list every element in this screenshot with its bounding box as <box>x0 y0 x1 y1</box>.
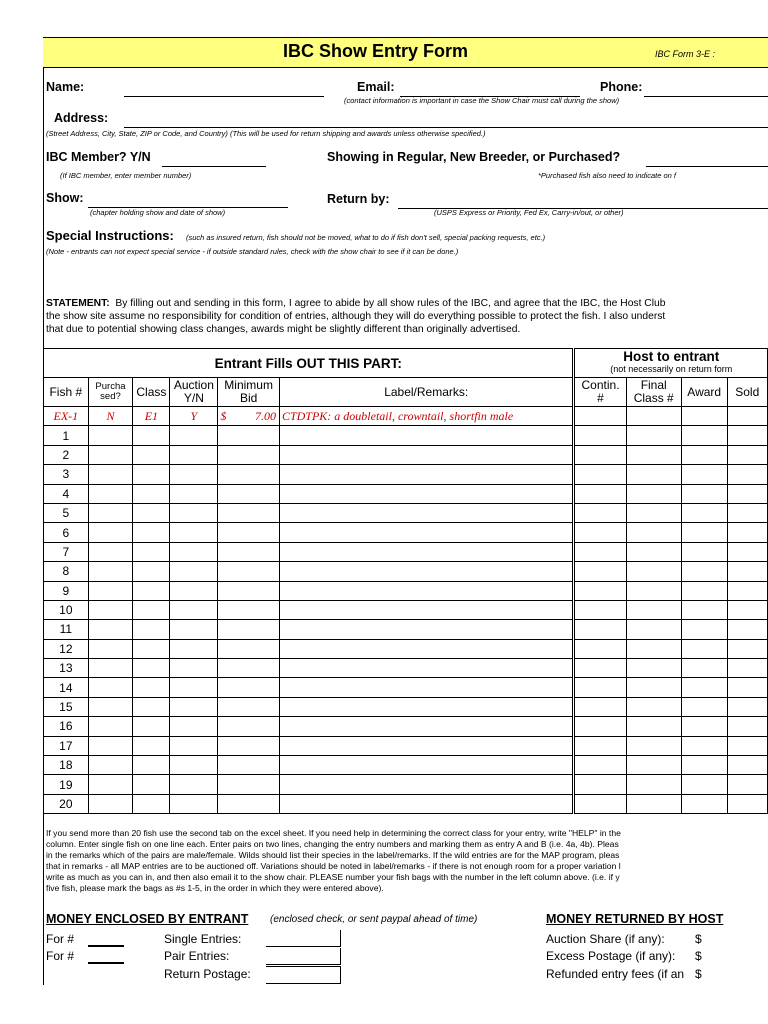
table-cell[interactable] <box>279 542 574 561</box>
table-cell[interactable] <box>133 717 170 736</box>
table-cell[interactable] <box>133 426 170 445</box>
for-field-1[interactable] <box>88 945 124 947</box>
table-cell[interactable] <box>626 484 681 503</box>
table-cell[interactable] <box>626 581 681 600</box>
table-cell[interactable] <box>727 581 767 600</box>
row-number: 10 <box>44 600 89 619</box>
table-cell[interactable] <box>574 465 626 484</box>
table-cell[interactable] <box>88 581 133 600</box>
table-cell[interactable] <box>626 562 681 581</box>
table-cell[interactable] <box>88 717 133 736</box>
table-cell[interactable] <box>626 426 681 445</box>
statement <box>46 297 768 336</box>
table-row <box>44 756 768 775</box>
table-cell[interactable] <box>727 465 767 484</box>
table-row <box>44 659 768 678</box>
email-label: Email: <box>357 80 395 94</box>
table-cell[interactable] <box>574 620 626 639</box>
row-number: 15 <box>44 697 89 716</box>
table-cell[interactable] <box>681 542 727 561</box>
table-cell[interactable] <box>218 542 280 561</box>
table-cell[interactable] <box>727 717 767 736</box>
table-cell[interactable] <box>88 678 133 697</box>
table-cell[interactable] <box>279 620 574 639</box>
purchased-note: *Purchased fish also need to indicate on f <box>538 171 677 180</box>
table-cell[interactable] <box>218 445 280 464</box>
table-cell[interactable] <box>218 503 280 522</box>
table-cell[interactable] <box>133 465 170 484</box>
col-class: Class <box>133 378 170 407</box>
table-cell[interactable] <box>574 697 626 716</box>
row-number: 19 <box>44 775 89 794</box>
host-header: Host to entrant <box>623 349 720 364</box>
table-cell[interactable] <box>133 620 170 639</box>
table-cell[interactable] <box>279 445 574 464</box>
table-cell[interactable] <box>133 639 170 658</box>
table-cell[interactable] <box>133 678 170 697</box>
table-cell[interactable] <box>727 678 767 697</box>
table-cell[interactable] <box>727 426 767 445</box>
table-cell[interactable] <box>88 775 133 794</box>
table-cell[interactable] <box>279 600 574 619</box>
row-number: 18 <box>44 756 89 775</box>
table-cell[interactable] <box>681 736 727 755</box>
single-entries-label: Single Entries: <box>164 932 242 946</box>
table-cell[interactable] <box>170 465 218 484</box>
table-cell[interactable] <box>574 581 626 600</box>
instructions-line: in the remarks which of the pairs are male/female. Wilds should list their species in the label/remarks. If the wild entries are for the MAP program, pleas <box>46 850 620 861</box>
table-cell[interactable] <box>574 717 626 736</box>
row-number: 3 <box>44 465 89 484</box>
dollar-sign: $ <box>695 949 702 963</box>
instructions-line: column. Enter single fish on one line each. Enter pairs on two lines, changing the entry numbers and marking them as entry A and B (i.e. 4a, 4b). Pleas <box>46 839 619 850</box>
return-postage-label: Return Postage: <box>164 967 251 981</box>
table-cell[interactable] <box>681 775 727 794</box>
table-cell[interactable] <box>727 697 767 716</box>
excess-postage-label: Excess Postage (if any): <box>546 949 676 963</box>
instructions-line: that in remarks - all MAP entries are to be auctioned off. Variations should be noted in label/remarks - if there is not enough room for a proper variation l <box>46 861 621 872</box>
statement-line-2: the show site assume no responsibility for condition of entries, although they will do everything possible to protect the fish. I also underst <box>46 311 666 322</box>
table-cell[interactable] <box>218 426 280 445</box>
table-cell[interactable] <box>218 697 280 716</box>
table-cell[interactable] <box>88 562 133 581</box>
table-row <box>44 465 768 484</box>
table-cell[interactable] <box>574 775 626 794</box>
table-row <box>44 697 768 716</box>
table-cell[interactable] <box>133 600 170 619</box>
table-cell[interactable] <box>626 775 681 794</box>
row-number: 1 <box>44 426 89 445</box>
showing-label: Showing in Regular, New Breeder, or Purchased? <box>327 150 621 164</box>
table-cell[interactable] <box>88 736 133 755</box>
table-cell[interactable] <box>727 484 767 503</box>
special-note: (such as insured return, fish should not be moved, what to do if fish don't sell, special packing requests, etc.) <box>186 233 546 242</box>
table-cell[interactable] <box>170 620 218 639</box>
phone-label: Phone: <box>600 80 643 94</box>
table-cell[interactable] <box>279 639 574 658</box>
table-row <box>44 794 768 813</box>
instructions-line: write as much as you can in, and then also email it to the show chair. PLEASE number your fish bags with the number in the left column above. (i.e. if y <box>46 872 620 883</box>
table-cell[interactable] <box>727 542 767 561</box>
pair-entries-label: Pair Entries: <box>164 949 230 963</box>
statement-label: STATEMENT: <box>46 298 110 309</box>
name-field[interactable] <box>124 96 324 97</box>
table-cell[interactable] <box>218 775 280 794</box>
table-cell[interactable] <box>681 600 727 619</box>
col-purchased: Purcha sed? <box>88 378 133 407</box>
special-note-2: (Note - entrants can not expect special service - if outside standard rules, check with the show chair to see if it can be done.) <box>46 247 459 256</box>
return-by-label: Return by: <box>327 192 390 206</box>
example-auction: Y <box>170 407 218 426</box>
table-cell[interactable] <box>279 503 574 522</box>
show-label: Show: <box>46 191 84 205</box>
table-cell[interactable] <box>133 794 170 813</box>
row-number: 2 <box>44 445 89 464</box>
table-cell[interactable] <box>727 639 767 658</box>
table-cell[interactable] <box>88 542 133 561</box>
table-cell[interactable] <box>218 620 280 639</box>
table-cell[interactable] <box>626 736 681 755</box>
table-cell[interactable] <box>279 678 574 697</box>
table-cell[interactable] <box>681 426 727 445</box>
col-auction: Auction Y/N <box>170 378 218 407</box>
table-cell[interactable] <box>681 620 727 639</box>
table-cell[interactable] <box>574 600 626 619</box>
table-cell[interactable] <box>170 484 218 503</box>
table-cell[interactable] <box>681 445 727 464</box>
entrant-header: Entrant Fills OUT THIS PART: <box>214 355 402 371</box>
table-cell[interactable] <box>218 678 280 697</box>
row-number: 4 <box>44 484 89 503</box>
table-cell[interactable] <box>574 542 626 561</box>
row-number: 20 <box>44 794 89 813</box>
entrant-header-cell <box>44 349 574 378</box>
money-enclosed-note: (enclosed check, or sent paypal ahead of time) <box>270 914 478 925</box>
table-cell[interactable] <box>218 717 280 736</box>
row-number: 16 <box>44 717 89 736</box>
return-postage-field[interactable] <box>266 966 341 984</box>
col-final-class: Final Class # <box>626 378 681 407</box>
table-cell[interactable] <box>626 523 681 542</box>
table-cell[interactable] <box>218 639 280 658</box>
dollar-sign: $ <box>695 932 702 946</box>
auction-share-label: Auction Share (if any): <box>546 932 665 946</box>
table-cell[interactable] <box>574 523 626 542</box>
table-row <box>44 426 768 445</box>
table-row <box>44 484 768 503</box>
table-cell[interactable] <box>626 678 681 697</box>
table-row <box>44 678 768 697</box>
single-entries-field[interactable] <box>266 930 341 947</box>
table-cell[interactable] <box>681 484 727 503</box>
table-cell[interactable] <box>727 562 767 581</box>
table-cell[interactable] <box>218 484 280 503</box>
table-row <box>44 736 768 755</box>
table-cell[interactable] <box>574 445 626 464</box>
table-cell[interactable] <box>88 503 133 522</box>
table-cell[interactable] <box>218 659 280 678</box>
table-cell[interactable] <box>681 465 727 484</box>
showing-field[interactable] <box>646 166 768 167</box>
table-cell[interactable] <box>681 756 727 775</box>
table-cell[interactable] <box>727 503 767 522</box>
table-cell[interactable] <box>88 465 133 484</box>
table-cell[interactable] <box>279 465 574 484</box>
table-cell[interactable] <box>218 794 280 813</box>
table-cell[interactable] <box>170 697 218 716</box>
dollar-sign: $ <box>695 967 702 981</box>
table-cell[interactable] <box>279 697 574 716</box>
contact-note: (contact information is important in case the Show Chair must call during the show) <box>344 96 620 105</box>
table-cell[interactable] <box>170 445 218 464</box>
table-cell[interactable] <box>88 756 133 775</box>
table-cell[interactable] <box>574 503 626 522</box>
table-cell[interactable] <box>133 445 170 464</box>
table-cell[interactable] <box>681 523 727 542</box>
table-cell[interactable] <box>88 445 133 464</box>
table-cell[interactable] <box>727 523 767 542</box>
table-row <box>44 639 768 658</box>
example-row <box>44 407 768 426</box>
table-cell[interactable] <box>681 503 727 522</box>
row-number: 11 <box>44 620 89 639</box>
table-cell[interactable] <box>626 717 681 736</box>
table-row <box>44 600 768 619</box>
table-cell[interactable] <box>727 600 767 619</box>
table-cell[interactable] <box>88 600 133 619</box>
table-cell[interactable] <box>626 503 681 522</box>
table-cell[interactable] <box>88 426 133 445</box>
row-number: 12 <box>44 639 89 658</box>
table-cell[interactable] <box>279 562 574 581</box>
address-label: Address: <box>54 111 109 125</box>
host-header-cell <box>574 349 768 378</box>
table-cell[interactable] <box>88 794 133 813</box>
table-cell[interactable] <box>170 542 218 561</box>
table-cell[interactable] <box>727 794 767 813</box>
for-label-1: For # <box>46 932 75 946</box>
table-cell[interactable] <box>218 562 280 581</box>
instructions-line: five fish, please mark the bags as #s 1-5, in the order in which they were entered above). <box>46 883 384 894</box>
table-cell[interactable] <box>279 775 574 794</box>
table-cell[interactable] <box>170 581 218 600</box>
table-cell[interactable] <box>133 542 170 561</box>
page-title: IBC Show Entry Form <box>283 41 469 61</box>
table-cell[interactable] <box>170 562 218 581</box>
table-cell[interactable] <box>218 736 280 755</box>
table-row <box>44 523 768 542</box>
table-cell[interactable] <box>133 736 170 755</box>
table-row <box>44 775 768 794</box>
for-label-2: For # <box>46 949 75 963</box>
table-cell[interactable] <box>279 484 574 503</box>
table-cell[interactable] <box>626 620 681 639</box>
for-field-2[interactable] <box>88 962 124 964</box>
row-number: 13 <box>44 659 89 678</box>
col-label: Label/Remarks: <box>279 378 574 407</box>
table-row <box>44 717 768 736</box>
table-cell[interactable] <box>218 600 280 619</box>
table-cell[interactable] <box>170 639 218 658</box>
table-cell[interactable] <box>88 523 133 542</box>
col-min-bid: Minimum Bid <box>218 378 280 407</box>
table-cell[interactable] <box>626 639 681 658</box>
table-cell[interactable] <box>218 756 280 775</box>
special-label: Special Instructions: <box>46 228 174 243</box>
row-number: 7 <box>44 542 89 561</box>
member-label: IBC Member? Y/N <box>46 150 151 164</box>
row-number: 5 <box>44 503 89 522</box>
table-cell[interactable] <box>681 678 727 697</box>
row-number: 14 <box>44 678 89 697</box>
table-cell[interactable] <box>574 426 626 445</box>
table-cell[interactable] <box>574 736 626 755</box>
table-row <box>44 445 768 464</box>
example-fish: EX-1 <box>44 407 89 426</box>
table-cell[interactable] <box>279 659 574 678</box>
address-field[interactable] <box>124 127 768 128</box>
table-cell[interactable] <box>170 736 218 755</box>
table-cell[interactable] <box>626 542 681 561</box>
member-note: (If IBC member, enter member number) <box>60 171 192 180</box>
show-note: (chapter holding show and date of show) <box>90 208 226 217</box>
table-cell[interactable] <box>133 503 170 522</box>
table-cell[interactable] <box>279 756 574 775</box>
row-number: 8 <box>44 562 89 581</box>
table-cell[interactable] <box>170 794 218 813</box>
return-note: (USPS Express or Priority, Fed Ex, Carry-in/out, or other) <box>434 208 624 217</box>
table-cell[interactable] <box>170 426 218 445</box>
table-cell[interactable] <box>170 503 218 522</box>
instructions-line: If you send more than 20 fish use the second tab on the excel sheet. If you need help in determining the correct class for your entry, write "HELP" in the <box>46 828 621 838</box>
phone-field[interactable] <box>644 96 768 97</box>
table-cell[interactable] <box>727 659 767 678</box>
table-cell[interactable] <box>626 465 681 484</box>
table-cell[interactable] <box>279 426 574 445</box>
table-cell[interactable] <box>218 465 280 484</box>
table-cell[interactable] <box>170 756 218 775</box>
table-cell[interactable] <box>727 756 767 775</box>
money-returned-title: MONEY RETURNED BY HOST <box>546 912 724 926</box>
table-cell[interactable] <box>574 562 626 581</box>
table-cell[interactable] <box>133 697 170 716</box>
table-row <box>44 542 768 561</box>
table-cell[interactable] <box>133 775 170 794</box>
table-cell[interactable] <box>279 736 574 755</box>
statement-line-3: that due to potential showing class changes, awards might be slightly different than originally advertised. <box>46 324 521 335</box>
table-cell[interactable] <box>133 523 170 542</box>
statement-line-1: By filling out and sending in this form, I agree to abide by all show rules of the IBC, and agree that the IBC, the Host Club <box>115 298 666 309</box>
pair-entries-field[interactable] <box>266 948 341 965</box>
row-number: 6 <box>44 523 89 542</box>
table-cell[interactable] <box>626 659 681 678</box>
col-sold: Sold <box>727 378 767 407</box>
example-label: CTDTPK: a doubletail, crowntail, shortfin male <box>279 407 574 426</box>
table-cell[interactable] <box>681 562 727 581</box>
table-cell[interactable] <box>88 697 133 716</box>
table-cell[interactable] <box>681 697 727 716</box>
col-fish: Fish # <box>44 378 89 407</box>
example-purchased: N <box>88 407 133 426</box>
table-cell[interactable] <box>170 600 218 619</box>
title-bar <box>43 37 768 68</box>
col-award: Award <box>681 378 727 407</box>
table-row <box>44 581 768 600</box>
row-number: 17 <box>44 736 89 755</box>
table-cell[interactable] <box>170 678 218 697</box>
address-note: (Street Address, City, State, ZIP or Code, and Country) (This will be used for return shipping and awards unless otherwise specified.) <box>46 129 486 138</box>
table-cell[interactable] <box>727 775 767 794</box>
example-class: E1 <box>133 407 170 426</box>
table-cell[interactable] <box>574 678 626 697</box>
table-cell[interactable] <box>170 659 218 678</box>
table-cell[interactable] <box>88 484 133 503</box>
table-cell[interactable] <box>681 717 727 736</box>
table-cell[interactable] <box>681 794 727 813</box>
table-cell[interactable] <box>170 775 218 794</box>
table-cell[interactable] <box>88 639 133 658</box>
table-cell[interactable] <box>574 484 626 503</box>
table-cell[interactable] <box>133 562 170 581</box>
table-row <box>44 562 768 581</box>
table-cell[interactable] <box>574 756 626 775</box>
table-cell[interactable] <box>681 659 727 678</box>
table-cell[interactable] <box>727 445 767 464</box>
table-cell[interactable] <box>279 717 574 736</box>
host-subheader: (not necessarily on return form <box>610 364 733 374</box>
table-cell[interactable] <box>170 523 218 542</box>
table-cell[interactable] <box>681 639 727 658</box>
member-field[interactable] <box>162 166 266 167</box>
table-cell[interactable] <box>626 794 681 813</box>
table-cell[interactable] <box>727 620 767 639</box>
table-cell[interactable] <box>279 581 574 600</box>
table-cell[interactable] <box>133 659 170 678</box>
table-cell[interactable] <box>574 794 626 813</box>
table-cell[interactable] <box>88 659 133 678</box>
table-cell[interactable] <box>170 717 218 736</box>
table-cell[interactable] <box>681 581 727 600</box>
table-cell[interactable] <box>279 794 574 813</box>
table-cell[interactable] <box>626 756 681 775</box>
table-cell[interactable] <box>133 484 170 503</box>
row-number: 9 <box>44 581 89 600</box>
col-contin: Contin. # <box>574 378 626 407</box>
table-cell[interactable] <box>218 581 280 600</box>
table-cell[interactable] <box>574 659 626 678</box>
table-cell[interactable] <box>279 523 574 542</box>
table-cell[interactable] <box>626 697 681 716</box>
refunded-fees-label: Refunded entry fees (if an <box>546 967 685 981</box>
entry-table <box>43 348 768 814</box>
table-cell[interactable] <box>727 736 767 755</box>
table-cell[interactable] <box>626 600 681 619</box>
table-cell[interactable] <box>133 756 170 775</box>
instructions <box>46 828 768 895</box>
table-row <box>44 620 768 639</box>
table-cell[interactable] <box>88 620 133 639</box>
table-cell[interactable] <box>574 639 626 658</box>
table-cell[interactable] <box>218 523 280 542</box>
table-cell[interactable] <box>133 581 170 600</box>
table-row <box>44 503 768 522</box>
name-label: Name: <box>46 80 85 94</box>
example-bid: $ 7.00 <box>218 407 280 426</box>
table-cell[interactable] <box>626 445 681 464</box>
form-code: IBC Form 3-E : <box>655 49 716 59</box>
money-enclosed-title: MONEY ENCLOSED BY ENTRANT <box>46 912 249 926</box>
